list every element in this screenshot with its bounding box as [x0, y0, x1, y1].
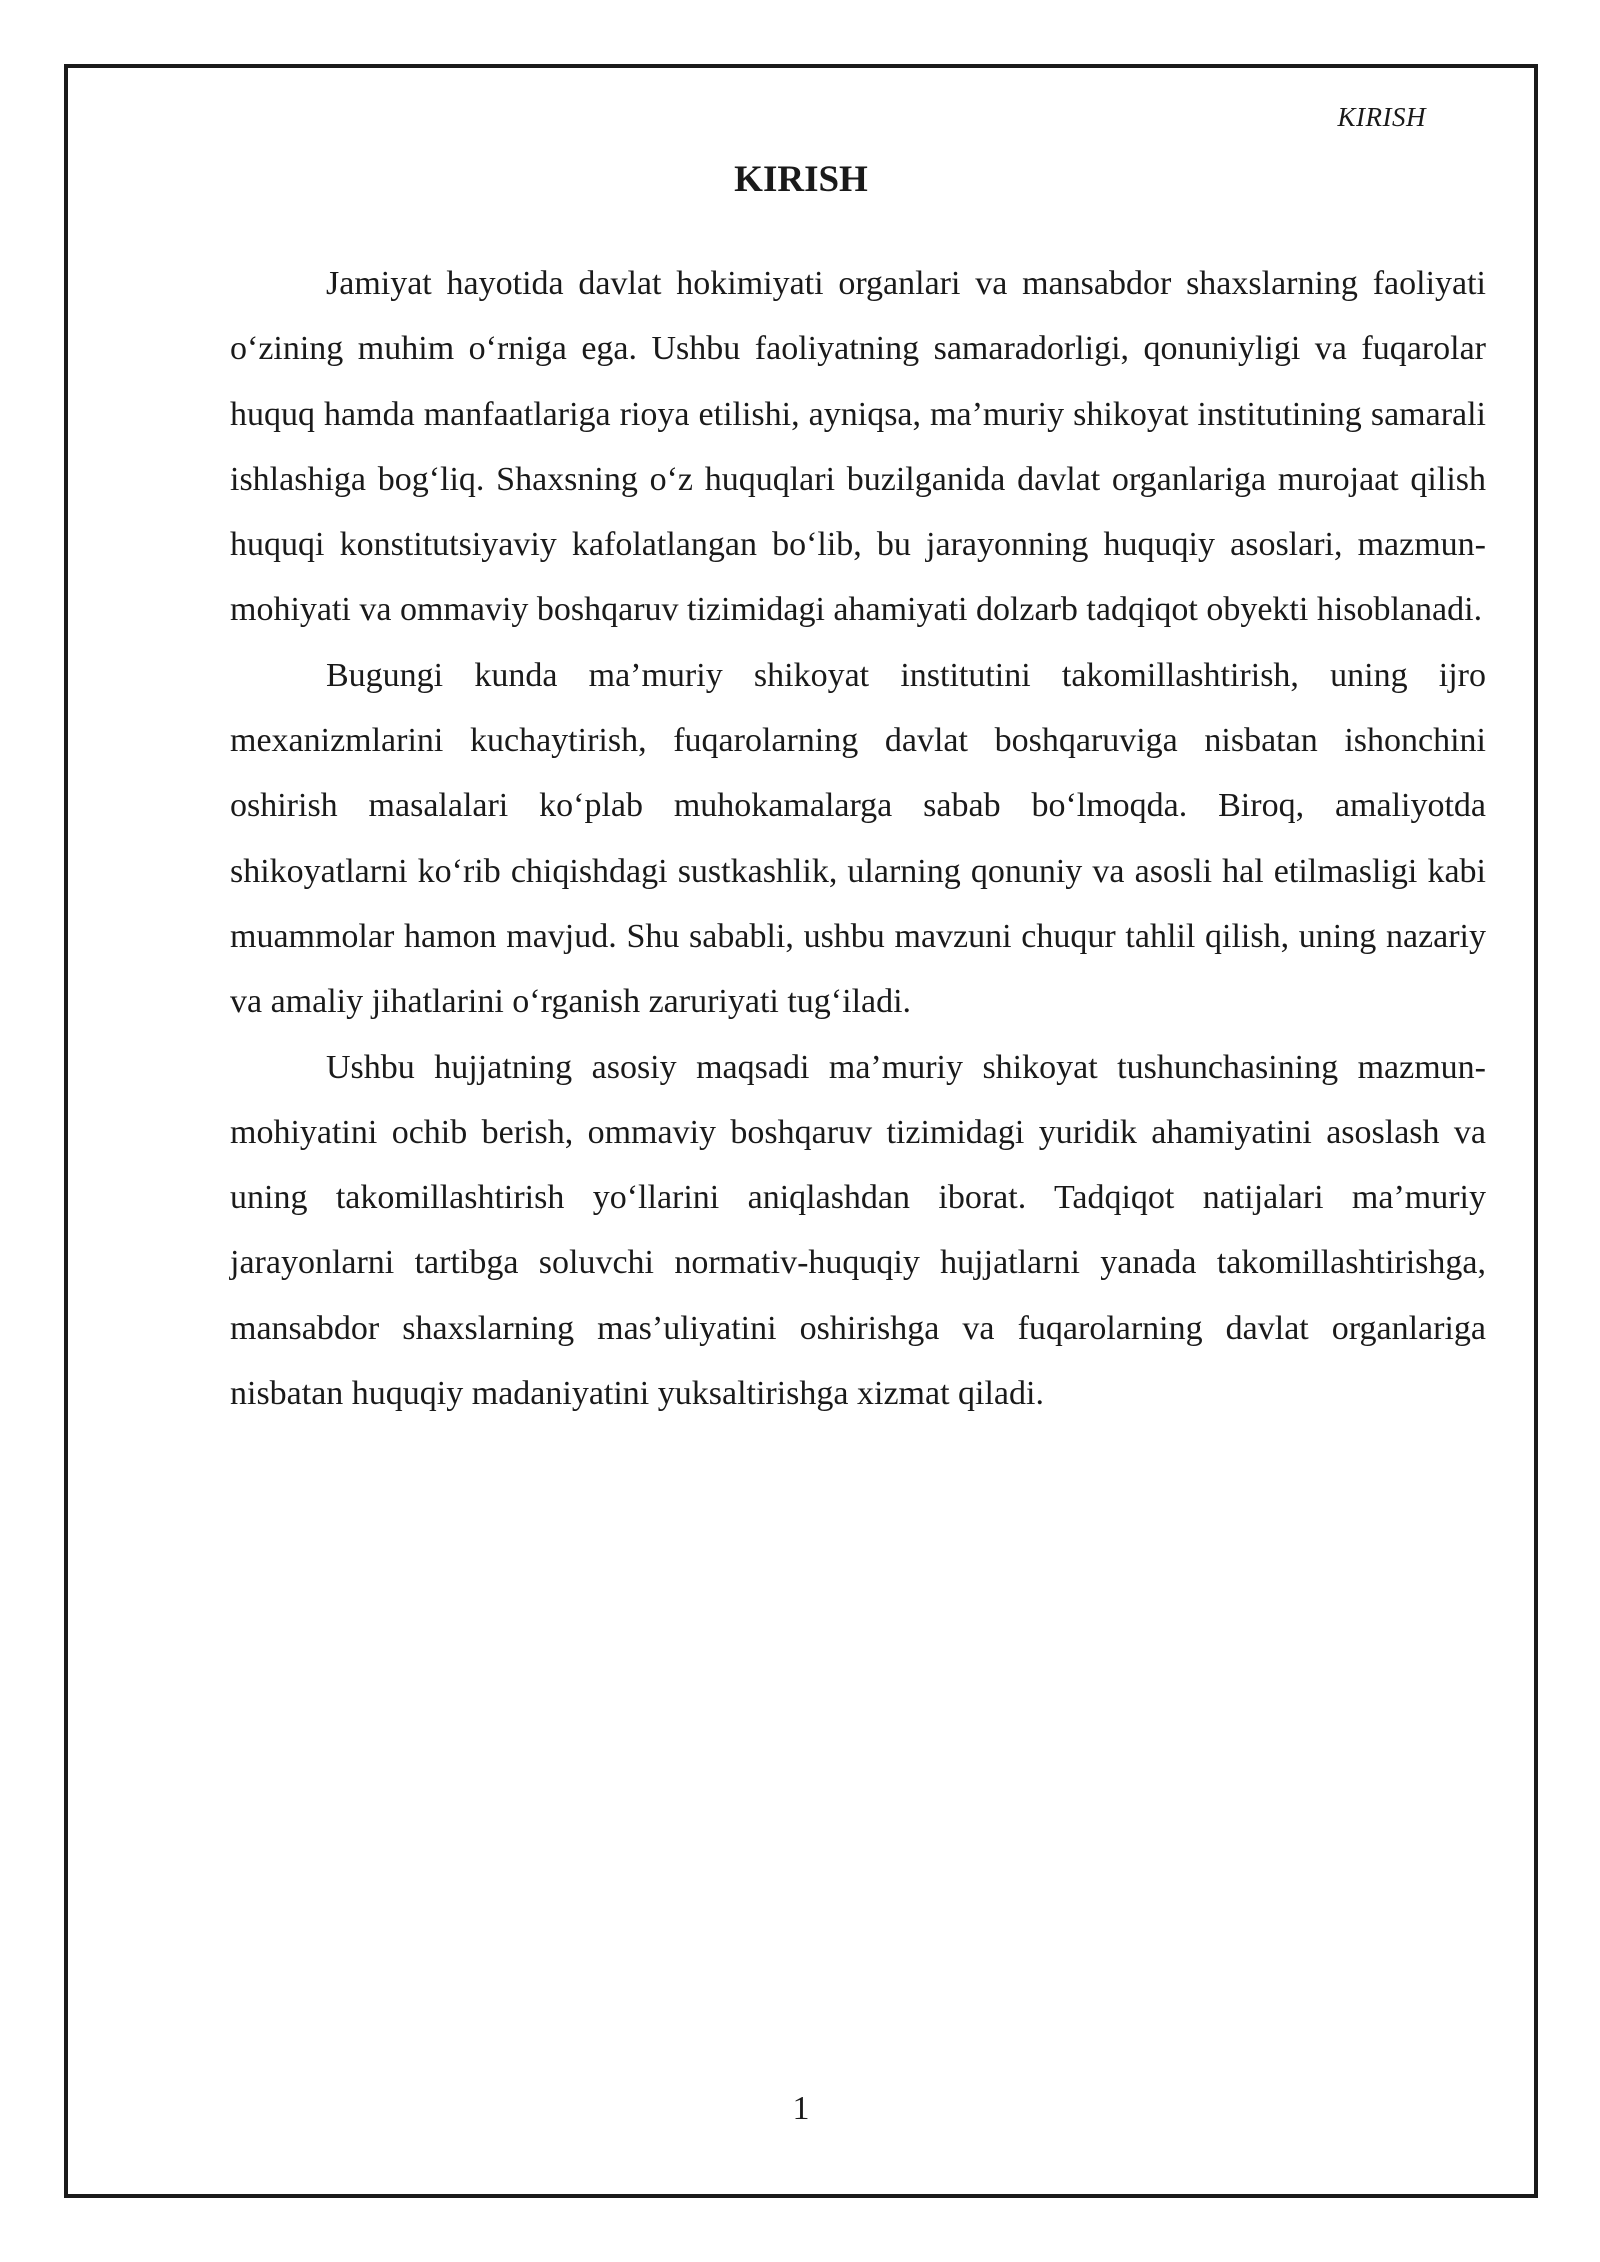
page-number: 1: [792, 2090, 810, 2127]
body-text: [230, 251, 1486, 1426]
running-header: KIRISH: [1337, 102, 1426, 132]
paragraph: Bugungi kunda ma’muriy shikoyat institutini takomillashtirish, uning ijro mexanizmlarini kuchaytirish, fuqarolarning davlat boshqaruviga nisbatan ishonchini oshirish masalalari ko‘plab muhokamalarga sabab bo‘lmoqda. Biroq, amaliyotda shikoyatlarni ko‘rib chiqishdagi sustkashlik, ularning qonuniy va asosli hal etilmasligi kabi muammolar hamon mavjud. Shu sababli, ushbu mavzuni chuqur tahlil qilish, uning nazariy va amaliy jihatlarini o‘rganish zaruriyati tug‘iladi.: [230, 656, 1486, 1021]
paragraph: Jamiyat hayotida davlat hokimiyati organlari va mansabdor shaxslarning faoliyati o‘zining muhim o‘rniga ega. Ushbu faoliyatning samaradorligi, qonuniyligi va fuqarolar huquq hamda manfaatlariga rioya etilishi, ayniqsa, ma’muriy shikoyat institutining samarali ishlashiga bog‘liq. Shaxsning o‘z huquqlari buzilganida davlat organlariga murojaat qilish huquqi konstitutsiyaviy kafolatlangan bo‘lib, bu jarayonning huquqiy asoslari, mazmun-mohiyati va ommaviy boshqaruv tizimidagi ahamiyati dolzarb tadqiqot obyekti hisoblanadi.: [230, 265, 1486, 629]
page-title: KIRISH: [734, 159, 868, 200]
page-frame: [64, 64, 1538, 2198]
paragraph: Ushbu hujjatning asosiy maqsadi ma’muriy shikoyat tushunchasining mazmun-mohiyatini ochib berish, ommaviy boshqaruv tizimidagi yuridik ahamiyatini asoslash va uning takomillashtirish yo‘llarini aniqlashdan iborat. Tadqiqot natijalari ma’muriy jarayonlarni tartibga soluvchi normativ-huquqiy hujjatlarni yanada takomillashtirishga, mansabdor shaxslarning mas’uliyatini oshirishga va fuqarolarning davlat organlariga nisbatan huquqiy madaniyatini yuksaltirishga xizmat qiladi.: [230, 1048, 1486, 1413]
